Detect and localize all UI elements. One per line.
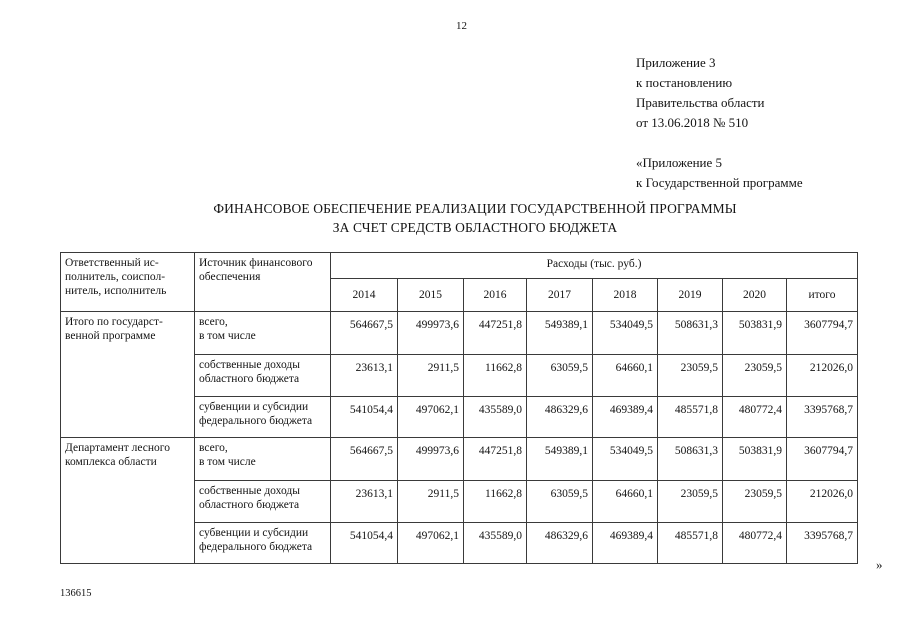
funding-source-line: субвенции и субсидии <box>199 401 309 413</box>
expense-value: 480772,4 <box>723 397 787 438</box>
expense-value: 534049,5 <box>593 312 658 355</box>
expense-value: 447251,8 <box>464 438 527 481</box>
expense-value: 564667,5 <box>331 438 398 481</box>
expense-value: 564667,5 <box>331 312 398 355</box>
funding-source <box>195 397 331 438</box>
expense-value: 549389,1 <box>527 312 593 355</box>
responsible-executor-line: Итого по государст- <box>65 316 163 328</box>
funding-source-line: областного бюджета <box>199 499 300 511</box>
funding-source-line: областного бюджета <box>199 373 300 385</box>
funding-source-line: федерального бюджета <box>199 415 313 427</box>
expense-value: 497062,1 <box>398 397 464 438</box>
header-expenses: Расходы (тыс. руб.) <box>331 253 858 279</box>
responsible-executor-line: комплекса области <box>65 456 157 468</box>
funding-source-line: в том числе <box>199 456 256 468</box>
expense-value: 11662,8 <box>464 481 527 523</box>
expense-value: 499973,6 <box>398 312 464 355</box>
header-responsible <box>61 253 195 312</box>
funding-source-line: в том числе <box>199 330 256 342</box>
expense-value: 212026,0 <box>787 355 858 397</box>
expense-value: 435589,0 <box>464 397 527 438</box>
header-year: 2020 <box>723 279 787 312</box>
header-year: 2014 <box>331 279 398 312</box>
responsible-executor <box>61 438 195 564</box>
responsible-executor-line: Департамент лесного <box>65 442 170 454</box>
funding-source-line: субвенции и субсидии <box>199 527 309 539</box>
expense-value: 435589,0 <box>464 523 527 564</box>
expense-value: 3607794,7 <box>787 438 858 481</box>
header-responsible-line: Ответственный ис- <box>65 257 159 269</box>
funding-source <box>195 523 331 564</box>
expense-value: 469389,4 <box>593 523 658 564</box>
expense-value: 541054,4 <box>331 397 398 438</box>
expense-value: 503831,9 <box>723 312 787 355</box>
expense-value: 508631,3 <box>658 312 723 355</box>
expense-value: 541054,4 <box>331 523 398 564</box>
expense-value: 23613,1 <box>331 355 398 397</box>
table-row <box>61 312 858 355</box>
header-source-line: обеспечения <box>199 271 261 283</box>
expense-value: 23059,5 <box>723 481 787 523</box>
table-header-row <box>61 253 858 279</box>
document-code: 136615 <box>60 588 92 599</box>
document-title <box>150 199 800 237</box>
expense-value: 486329,6 <box>527 397 593 438</box>
table-row <box>61 438 858 481</box>
funding-source-line: федерального бюджета <box>199 541 313 553</box>
expense-value: 469389,4 <box>593 397 658 438</box>
title-line: ФИНАНСОВОЕ ОБЕСПЕЧЕНИЕ РЕАЛИЗАЦИИ ГОСУДАРСТВЕННОЙ ПРОГРАММЫ <box>213 201 737 216</box>
funding-source <box>195 312 331 355</box>
funding-source <box>195 355 331 397</box>
header-year: 2018 <box>593 279 658 312</box>
expense-value: 23059,5 <box>658 481 723 523</box>
expense-value: 497062,1 <box>398 523 464 564</box>
expense-value: 63059,5 <box>527 355 593 397</box>
appendix-line: Правительства области <box>636 95 765 110</box>
expense-value: 2911,5 <box>398 355 464 397</box>
page-number: 12 <box>456 20 467 32</box>
expense-value: 503831,9 <box>723 438 787 481</box>
funding-source <box>195 481 331 523</box>
expense-value: 3607794,7 <box>787 312 858 355</box>
funding-source-line: собственные доходы <box>199 485 300 497</box>
header-source <box>195 253 331 312</box>
header-year: итого <box>787 279 858 312</box>
expense-value: 549389,1 <box>527 438 593 481</box>
financing-table <box>60 252 858 564</box>
header-year: 2016 <box>464 279 527 312</box>
header-responsible-line: полнитель, соиспол- <box>65 271 166 283</box>
appendix-quote-line: «Приложение 5 <box>636 155 723 170</box>
appendix-reference <box>636 53 803 193</box>
expense-value: 64660,1 <box>593 355 658 397</box>
expense-value: 63059,5 <box>527 481 593 523</box>
appendix-line: Приложение 3 <box>636 55 716 70</box>
appendix-line: от 13.06.2018 № 510 <box>636 115 749 130</box>
expense-value: 480772,4 <box>723 523 787 564</box>
expense-value: 499973,6 <box>398 438 464 481</box>
expense-value: 23613,1 <box>331 481 398 523</box>
expense-value: 23059,5 <box>658 355 723 397</box>
title-line: ЗА СЧЕТ СРЕДСТВ ОБЛАСТНОГО БЮДЖЕТА <box>332 220 618 235</box>
expense-value: 447251,8 <box>464 312 527 355</box>
funding-source <box>195 438 331 481</box>
expense-value: 2911,5 <box>398 481 464 523</box>
expense-value: 534049,5 <box>593 438 658 481</box>
header-source-line: Источник финансового <box>199 257 313 269</box>
funding-source-line: собственные доходы <box>199 359 300 371</box>
header-year: 2019 <box>658 279 723 312</box>
responsible-executor-line: венной программе <box>65 330 156 342</box>
expense-value: 3395768,7 <box>787 397 858 438</box>
expense-value: 508631,3 <box>658 438 723 481</box>
expense-value: 485571,8 <box>658 523 723 564</box>
appendix-line: к постановлению <box>636 75 733 90</box>
expense-value: 212026,0 <box>787 481 858 523</box>
expense-value: 11662,8 <box>464 355 527 397</box>
expense-value: 485571,8 <box>658 397 723 438</box>
funding-source-line: всего, <box>199 442 228 454</box>
expense-value: 486329,6 <box>527 523 593 564</box>
header-year: 2017 <box>527 279 593 312</box>
header-responsible-line: нитель, исполнитель <box>65 285 167 297</box>
expense-value: 23059,5 <box>723 355 787 397</box>
appendix-quote-line: к Государственной программе <box>636 175 803 190</box>
closing-quote: » <box>876 557 883 572</box>
header-year: 2015 <box>398 279 464 312</box>
funding-source-line: всего, <box>199 316 228 328</box>
expense-value: 64660,1 <box>593 481 658 523</box>
responsible-executor <box>61 312 195 438</box>
expense-value: 3395768,7 <box>787 523 858 564</box>
